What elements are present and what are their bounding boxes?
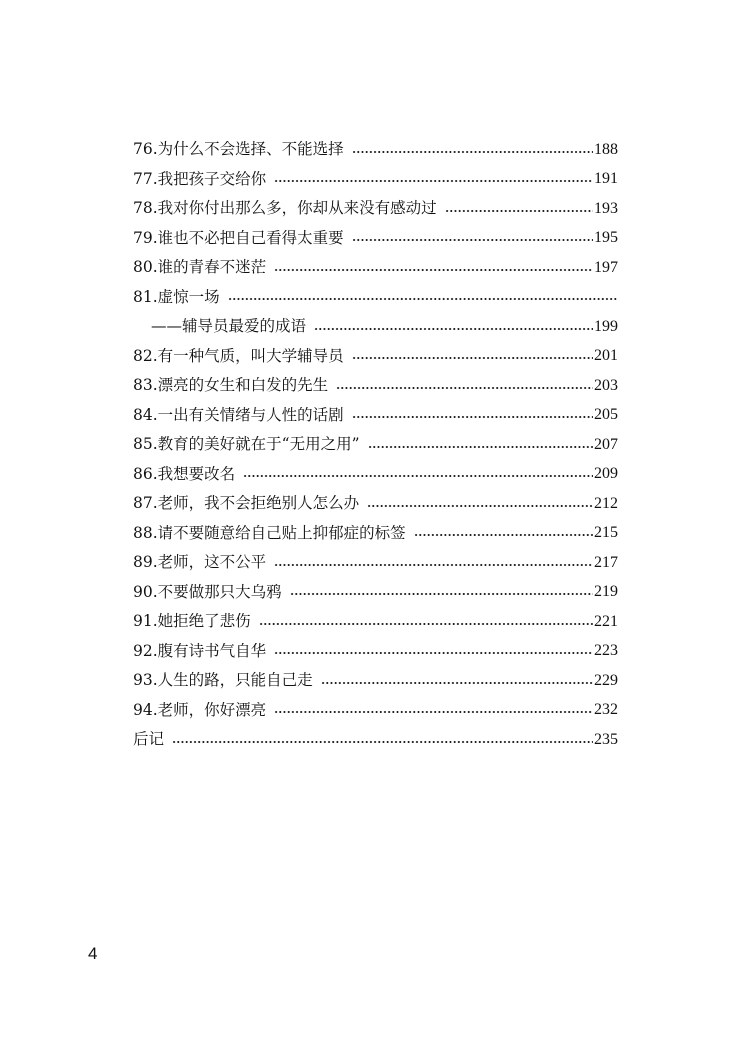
dot-leader — [228, 298, 617, 300]
toc-entry-title: 83.漂亮的女生和白发的先生 — [133, 376, 329, 394]
dot-leader — [290, 593, 593, 595]
toc-entry-title: 80.谁的青春不迷茫 — [133, 258, 267, 276]
dot-leader — [243, 475, 593, 477]
dot-leader — [321, 682, 593, 684]
toc-entry-page: 212 — [594, 494, 618, 512]
toc-entry-page: 215 — [594, 524, 618, 541]
dot-leader — [274, 269, 593, 271]
toc-entry[interactable] — [133, 128, 618, 158]
toc-entry[interactable] — [133, 630, 618, 660]
dot-leader — [352, 416, 593, 418]
toc-entry[interactable] — [133, 571, 618, 601]
toc-entry-title: 后记 — [133, 730, 165, 748]
toc-entry-subtitle[interactable] — [133, 305, 618, 335]
toc-entry-title: 90.不要做那只大乌鸦 — [133, 582, 282, 601]
toc-entry[interactable] — [133, 158, 618, 188]
toc-entry-page: 205 — [594, 406, 618, 423]
toc-entry[interactable] — [133, 453, 618, 483]
toc-entry-title: 76.为什么不会选择、不能选择 — [133, 140, 344, 158]
toc-entry-page: 203 — [594, 376, 618, 394]
page-number: 4 — [88, 944, 98, 963]
toc-entry-title: 79.谁也不必把自己看得太重要 — [133, 228, 344, 247]
toc-entry-page: 207 — [594, 435, 618, 453]
toc-entry-title: 92.腹有诗书气自华 — [133, 641, 267, 660]
toc-entry-title: 85.教育的美好就在于“无用之用” — [133, 435, 360, 453]
toc-entry-page: 219 — [594, 583, 618, 600]
toc-entry-page: 232 — [594, 701, 618, 718]
dot-leader — [274, 652, 593, 654]
toc-entry-title: 88.请不要随意给自己贴上抑郁症的标签 — [133, 523, 406, 542]
toc-entry-title: 87.老师，我不会拒绝别人怎么办 — [133, 494, 360, 512]
toc-entry-title: 91.她拒绝了悲伤 — [133, 612, 251, 630]
toc-entry-title: 86.我想要改名 — [133, 464, 236, 483]
toc-entry-title: 93.人生的路，只能自己走 — [133, 671, 313, 689]
toc-entry-title: 84.一出有关情绪与人性的话剧 — [133, 405, 344, 424]
toc-entry[interactable] — [133, 541, 618, 571]
toc-entry[interactable] — [133, 335, 618, 365]
toc-entry[interactable] — [133, 512, 618, 542]
toc-entry[interactable] — [133, 689, 618, 719]
toc-entry[interactable] — [133, 423, 618, 453]
toc-entry-title: 94.老师，你好漂亮 — [133, 700, 267, 719]
dot-leader — [172, 741, 593, 743]
dot-leader — [445, 210, 593, 212]
dot-leader — [352, 239, 593, 241]
toc-entry[interactable] — [133, 187, 618, 217]
toc-entry-page: 195 — [594, 229, 618, 246]
toc-entry[interactable] — [133, 364, 618, 394]
table-of-contents — [133, 128, 618, 748]
toc-entry-title: 78.我对你付出那么多，你却从来没有感动过 — [133, 199, 437, 217]
toc-entry-page: 197 — [594, 258, 618, 276]
toc-entry[interactable] — [133, 659, 618, 689]
dot-leader — [274, 564, 593, 566]
toc-entry-page: 209 — [594, 465, 618, 482]
toc-entry[interactable] — [133, 394, 618, 424]
dot-leader — [414, 534, 593, 536]
toc-entry-page: 193 — [594, 199, 618, 217]
toc-entry[interactable] — [133, 217, 618, 247]
toc-entry[interactable] — [133, 276, 618, 306]
toc-entry-page: 199 — [594, 317, 618, 335]
dot-leader — [274, 180, 593, 182]
toc-entry-page: 188 — [594, 140, 618, 158]
dot-leader — [314, 328, 593, 330]
dot-leader — [336, 387, 593, 389]
toc-entry-page: 235 — [594, 730, 618, 748]
toc-entry[interactable] — [133, 600, 618, 630]
toc-entry-title: 82.有一种气质，叫大学辅导员 — [133, 346, 344, 365]
dot-leader — [274, 711, 593, 713]
dot-leader — [259, 623, 593, 625]
dot-leader — [352, 357, 593, 359]
toc-entry-title: 81.虚惊一场 — [133, 287, 220, 306]
toc-entry-page: 229 — [594, 671, 618, 689]
toc-entry-page: 223 — [594, 642, 618, 659]
dot-leader — [368, 446, 594, 448]
toc-entry[interactable] — [133, 718, 618, 748]
toc-entry[interactable] — [133, 482, 618, 512]
toc-entry-page: 221 — [594, 612, 618, 630]
toc-entry-page: 191 — [594, 170, 618, 187]
toc-entry[interactable] — [133, 246, 618, 276]
toc-entry-page: 201 — [594, 347, 618, 364]
toc-entry-title: 89.老师，这不公平 — [133, 553, 267, 571]
toc-entry-page: 217 — [594, 553, 618, 571]
toc-entry-title: ——辅导员最爱的成语 — [151, 317, 307, 335]
toc-entry-title: 77.我把孩子交给你 — [133, 169, 267, 188]
dot-leader — [352, 151, 593, 153]
dot-leader — [367, 505, 593, 507]
